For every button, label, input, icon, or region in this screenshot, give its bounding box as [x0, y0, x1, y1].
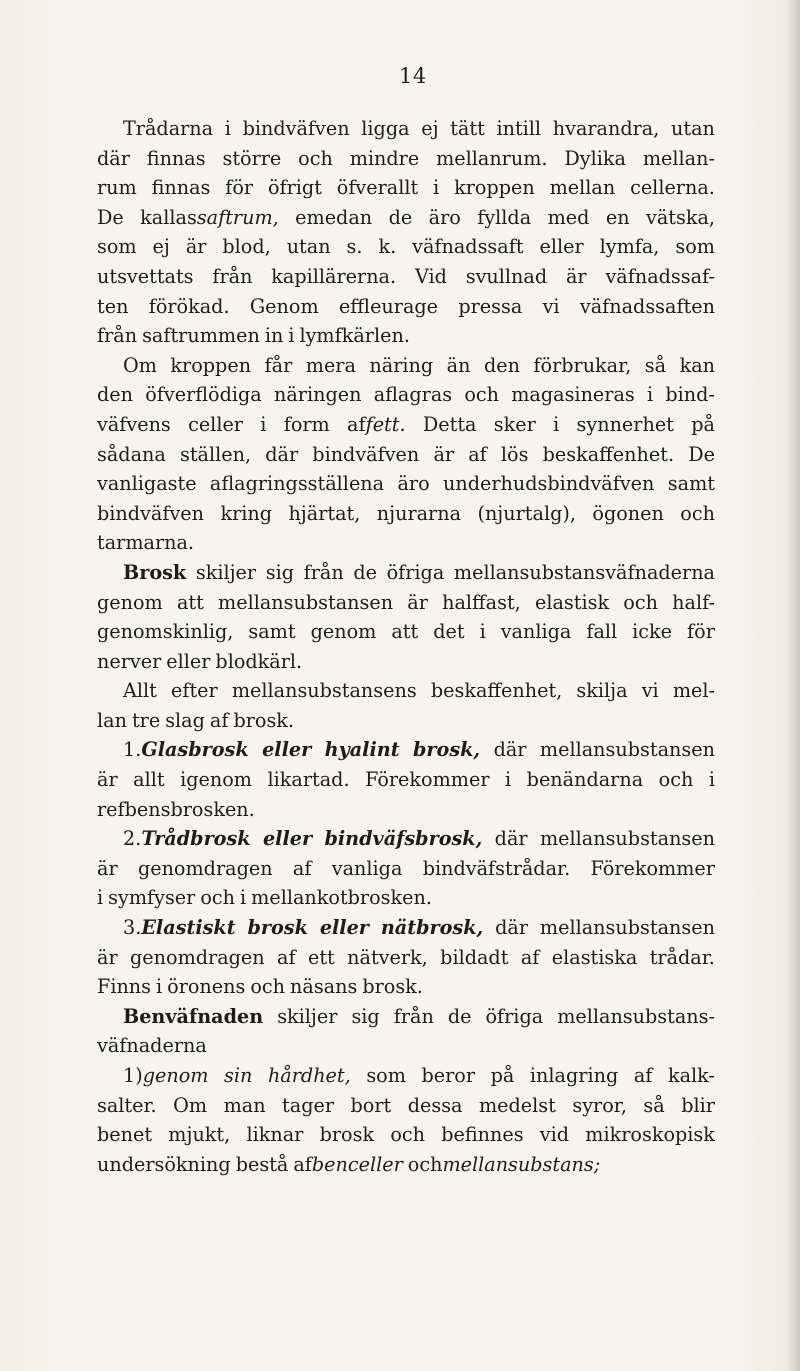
word: blod,: [222, 235, 271, 259]
word: 2.Trådbrosk: [123, 827, 251, 851]
word: beskaffenhet,: [430, 679, 563, 703]
word: de: [447, 1004, 472, 1028]
word: refbensbrosken.: [97, 797, 255, 821]
word: kroppen: [170, 353, 252, 377]
word: mellan: [549, 176, 616, 200]
word: fyllda: [477, 205, 532, 229]
word: är: [565, 264, 587, 288]
word: ställen,: [179, 442, 252, 466]
word: fall: [586, 620, 618, 644]
word: så: [643, 1093, 665, 1117]
word: ligga: [361, 117, 410, 140]
text-line: [97, 114, 715, 144]
word: mellanrum.: [436, 146, 548, 170]
word: vätska,: [645, 205, 715, 229]
word: i: [224, 117, 231, 140]
word: i: [433, 176, 440, 200]
word: skiljer: [195, 560, 257, 584]
word: vanliga: [331, 856, 403, 880]
word: emedan: [295, 205, 373, 229]
word: är: [97, 945, 118, 969]
word: och: [250, 975, 286, 999]
text-line: [97, 765, 715, 795]
word: och: [623, 590, 658, 614]
page-edge-shadow: [786, 0, 800, 1371]
word: i: [708, 768, 715, 792]
word: mellankotbrosken.: [251, 886, 432, 910]
word: näsans: [290, 975, 358, 999]
text-line: [97, 943, 715, 973]
word: nätverk,: [347, 945, 428, 969]
word: mellansubstansen: [218, 590, 394, 614]
text-line: [97, 380, 715, 410]
word: lös: [500, 442, 529, 466]
word: (njurtalg),: [477, 501, 576, 525]
word: finnas: [151, 176, 211, 200]
text-line: [97, 883, 715, 913]
word: inlagring: [529, 1064, 619, 1087]
word: ett: [307, 945, 335, 969]
word: äro: [397, 472, 430, 496]
word: allt: [133, 768, 165, 792]
word: från: [212, 264, 253, 288]
page-number: 14: [399, 64, 427, 88]
text-line: [97, 144, 715, 174]
word: af: [209, 708, 229, 732]
word: väfvens: [97, 412, 171, 436]
word: Trådarna: [123, 117, 214, 140]
word: tarmarna.: [97, 531, 195, 555]
word: vi: [641, 679, 659, 703]
word: symfyser: [108, 886, 196, 910]
word: mellansubstansväfnaderna: [453, 560, 715, 584]
word: bindväfstrådar.: [422, 856, 571, 880]
text-line: [97, 824, 715, 854]
text-line: [97, 647, 715, 677]
text-line: [97, 410, 715, 440]
word: äro: [428, 205, 461, 229]
word: saftrummen: [142, 324, 260, 348]
word: intill: [496, 117, 542, 140]
word: bind-: [665, 383, 715, 407]
word: är: [185, 235, 207, 259]
text-line: [97, 1091, 715, 1121]
word: än: [446, 353, 471, 377]
word: den: [483, 353, 520, 377]
word: eller: [166, 649, 211, 673]
word: bildadt: [440, 945, 509, 969]
text-line: [97, 1150, 715, 1180]
text-line: [97, 1002, 715, 1032]
word: sig: [351, 1004, 380, 1028]
text-line: [97, 262, 715, 292]
word: öfverflödiga: [145, 383, 262, 407]
word: Allt: [123, 679, 157, 703]
word: vanliga: [500, 620, 572, 644]
word: Detta: [422, 412, 477, 436]
text-line: [97, 735, 715, 765]
word: tre: [131, 708, 161, 732]
word: de: [388, 205, 413, 229]
word: lymfa,: [599, 235, 660, 259]
word: aflagringsställena: [209, 472, 385, 496]
word: likartad.: [267, 768, 350, 792]
word: de: [353, 560, 377, 584]
word: brosk: [319, 1123, 375, 1147]
word: vi: [542, 294, 560, 318]
text-line: [97, 706, 715, 736]
word: man: [223, 1093, 266, 1117]
word: från: [303, 560, 344, 584]
text-line: [97, 795, 715, 825]
word: njurarna: [376, 501, 462, 525]
word: sker: [493, 412, 536, 436]
text-line: [97, 232, 715, 262]
word: elastisk: [534, 590, 610, 614]
word: dessa: [407, 1093, 463, 1117]
text-line: [97, 173, 715, 203]
word: så: [644, 353, 667, 377]
word: pressa: [458, 294, 523, 318]
word: den: [97, 383, 133, 407]
word: som: [366, 1064, 406, 1087]
word: syror,: [572, 1093, 627, 1117]
word: samt: [248, 620, 296, 644]
word: nätbrosk,: [380, 916, 484, 940]
word: Genom: [249, 294, 319, 318]
text-line: [97, 558, 715, 588]
word: där: [97, 146, 130, 170]
word: skiljer: [277, 1004, 338, 1028]
word: i: [505, 768, 512, 792]
word: eller: [319, 916, 369, 940]
text-line: [97, 528, 715, 558]
word: näring: [369, 353, 434, 377]
word: i: [260, 412, 267, 436]
word: och: [658, 768, 694, 792]
word: i: [479, 620, 486, 644]
word: mellansubstansen: [539, 827, 715, 851]
word: bindväfven: [242, 117, 350, 140]
word: icke: [632, 620, 673, 644]
word: liknar: [246, 1123, 304, 1147]
word: ochmellansubstans;: [407, 1152, 601, 1176]
word: mellansubstans-: [557, 1004, 715, 1028]
word: Förekommer: [365, 768, 490, 792]
word: ej: [152, 235, 170, 259]
text-line: [97, 1031, 715, 1061]
word: öronens: [167, 975, 246, 999]
word: af: [520, 945, 540, 969]
word: mel-: [672, 679, 715, 703]
word: nerver: [97, 649, 162, 673]
word: hvarandra,: [552, 117, 660, 140]
word: slag: [165, 708, 205, 732]
text-line: [97, 676, 715, 706]
word: vanligaste: [97, 472, 197, 496]
text-line: [97, 854, 715, 884]
word: medelst: [478, 1093, 556, 1117]
word: blir: [681, 1093, 715, 1117]
word: kapillärerna.: [271, 264, 397, 288]
word: tager: [282, 1093, 335, 1117]
word: benändarna: [526, 768, 644, 792]
word: mellansubstansen: [539, 738, 715, 762]
text-line: [97, 972, 715, 1002]
word: där: [493, 738, 527, 762]
word: att: [176, 590, 204, 614]
word: näringen: [273, 383, 362, 407]
word: eller: [262, 827, 313, 851]
word: bestå: [235, 1152, 289, 1176]
word: Brosk: [123, 560, 187, 584]
word: De: [97, 205, 124, 229]
word: 1.Glasbrosk: [123, 738, 249, 762]
word: af: [468, 442, 487, 466]
word: bindväfsbrosk,: [324, 827, 483, 851]
word: i: [97, 886, 104, 910]
text-line: [97, 440, 715, 470]
word: genomskinlig,: [97, 620, 234, 644]
word: får: [264, 353, 293, 377]
word: synnerhet: [576, 412, 674, 436]
word: s.: [346, 235, 363, 259]
word: brosk: [247, 916, 308, 940]
word: cellerna.: [630, 176, 715, 200]
word: underhudsbindväfven: [443, 472, 655, 496]
word: kallassaftrum,: [140, 205, 279, 229]
word: trådar.: [649, 945, 715, 969]
word: i: [240, 886, 247, 910]
word: brosk.: [233, 708, 295, 732]
word: kroppen: [454, 176, 535, 200]
word: tätt: [450, 117, 485, 140]
word: hyalint: [324, 738, 400, 762]
word: utsvettats: [97, 264, 194, 288]
word: eller: [262, 738, 312, 762]
word: lan: [97, 708, 127, 732]
word: elastiska: [551, 945, 638, 969]
word: kan: [679, 353, 715, 377]
word: genomdragen: [137, 856, 273, 880]
text-line: [97, 1061, 715, 1091]
text-line: [97, 1120, 715, 1150]
word: öfverallt: [336, 176, 419, 200]
text-line: [97, 351, 715, 381]
word: genom: [97, 590, 163, 614]
word: Om: [123, 353, 157, 377]
word: kring: [220, 501, 273, 525]
word: i: [156, 975, 163, 999]
word: magasineras: [511, 383, 635, 407]
word: 3.Elastiskt: [123, 916, 236, 940]
word: utan: [286, 235, 331, 259]
word: och: [680, 501, 715, 525]
word: och: [200, 886, 235, 910]
word: genomdragen: [130, 945, 265, 969]
text-line: [97, 321, 715, 351]
word: rum: [97, 176, 137, 200]
word: mjukt,: [168, 1123, 231, 1147]
word: och: [464, 383, 499, 407]
word: Vid: [414, 264, 447, 288]
word: salter.: [97, 1093, 157, 1117]
word: befinnes: [441, 1123, 524, 1147]
word: sådana: [97, 442, 166, 466]
word: bort: [350, 1093, 392, 1117]
text-line: [97, 292, 715, 322]
word: aflagras: [373, 383, 453, 407]
word: och: [298, 146, 333, 170]
word: form: [283, 412, 330, 436]
word: mellansubstansen: [539, 916, 715, 940]
word: beskaffenhet.: [542, 442, 675, 466]
word: hårdhet,: [267, 1064, 351, 1087]
word: där: [495, 916, 528, 940]
word: förökad.: [148, 294, 230, 318]
word: utan: [671, 117, 715, 140]
word: affett.: [347, 412, 406, 436]
word: öfrigt: [267, 176, 322, 200]
word: väfnadssaften: [579, 294, 715, 318]
word: är: [97, 856, 118, 880]
word: är: [433, 442, 455, 466]
text-line: [97, 588, 715, 618]
word: mellansubstansens: [231, 679, 417, 703]
word: på: [691, 412, 715, 436]
word: förbrukar,: [533, 353, 632, 377]
word: där: [494, 827, 528, 851]
word: brosk,: [413, 738, 481, 762]
word: samt: [667, 472, 715, 496]
word: undersökning: [97, 1152, 231, 1176]
word: från: [97, 324, 138, 348]
word: där: [265, 442, 299, 466]
word: af: [277, 945, 296, 969]
word: igenom: [180, 768, 252, 792]
text-line: [97, 469, 715, 499]
word: 1)genom: [123, 1064, 209, 1087]
word: blodkärl.: [215, 649, 303, 673]
word: en: [605, 205, 630, 229]
word: Förekommer: [590, 856, 715, 880]
word: väfnaderna: [97, 1034, 207, 1058]
word: i: [288, 324, 295, 348]
word: för: [687, 620, 715, 644]
word: ögonen: [592, 501, 664, 525]
word: efter: [170, 679, 218, 703]
word: i: [646, 383, 654, 407]
word: beror: [421, 1064, 476, 1087]
word: halffast,: [442, 590, 521, 614]
word: mera: [305, 353, 356, 377]
word: väfnadssaft: [412, 235, 524, 259]
word: half-: [672, 590, 715, 614]
word: finnas: [146, 146, 206, 170]
word: af: [292, 856, 312, 880]
text-line: [97, 913, 715, 943]
word: från: [393, 1004, 434, 1028]
word: väfnadssaf-: [605, 264, 715, 288]
word: vid: [539, 1123, 570, 1147]
word: skilja: [576, 679, 628, 703]
word: eller: [539, 235, 584, 259]
word: in: [264, 324, 284, 348]
text-line: [97, 499, 715, 529]
word: sig: [265, 560, 294, 584]
word: Dylika: [564, 146, 626, 170]
word: är: [407, 590, 428, 614]
word: Finns: [97, 975, 152, 999]
text-line: [97, 617, 715, 647]
word: ten: [97, 294, 129, 318]
word: mellan-: [642, 146, 715, 170]
word: öfriga: [485, 1004, 544, 1028]
word: brosk.: [362, 975, 423, 999]
word: ej: [421, 117, 439, 140]
word: i: [553, 412, 560, 436]
word: svullnad: [465, 264, 548, 288]
word: bindväfven: [97, 501, 204, 525]
word: mikroskopisk: [585, 1123, 715, 1147]
word: som: [97, 235, 137, 259]
word: benet: [97, 1123, 153, 1147]
word: lymfkärlen.: [299, 324, 410, 348]
word: De: [688, 442, 715, 466]
word: är: [97, 768, 118, 792]
word: med: [547, 205, 590, 229]
text-line: [97, 203, 715, 233]
word: Om: [173, 1093, 208, 1117]
word: af: [633, 1064, 653, 1087]
word: och: [390, 1123, 425, 1147]
word: genom: [310, 620, 377, 644]
word: för: [225, 176, 254, 200]
word: öfriga: [386, 560, 445, 584]
word: afbenceller: [293, 1152, 403, 1176]
word: som: [675, 235, 715, 259]
word: det: [433, 620, 465, 644]
word: Benväfnaden: [123, 1004, 264, 1028]
word: k.: [378, 235, 397, 259]
word: större: [222, 146, 282, 170]
word: på: [490, 1064, 515, 1087]
word: mindre: [349, 146, 420, 170]
word: celler: [188, 412, 243, 436]
word: att: [391, 620, 419, 644]
word: bindväfven: [312, 442, 420, 466]
word: sin: [224, 1064, 253, 1087]
word: hjärtat,: [288, 501, 361, 525]
body-text: [97, 114, 715, 1179]
word: effleurage: [338, 294, 439, 318]
word: kalk-: [667, 1064, 715, 1087]
